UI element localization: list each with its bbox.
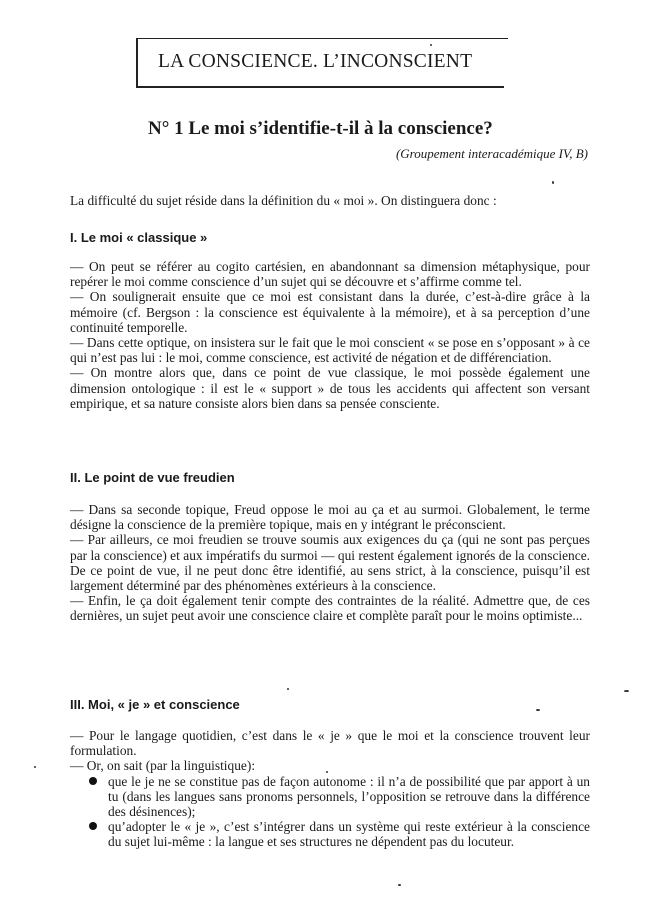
scan-speck: [287, 688, 289, 690]
chapter-title: LA CONSCIENCE. L’INCONSCIENT: [158, 51, 473, 72]
subject-title: N° 1 Le moi s’identifie-t-il à la conscience?: [148, 118, 493, 139]
section-2-paragraph: — Enfin, le ça doit également tenir compte des contraintes de la réalité. Admettre que, de ces dernières, un sujet peut avoir une conscience claire et complète paraît pour le moins optimiste...: [70, 593, 590, 624]
section-2-paragraph: — Par ailleurs, ce moi freudien se trouve soumis aux exigences du ça (qui ne sont pas perçues par la conscience) et aux impératifs du surmoi — qui restent également ignorés de la conscience. De ce point de vue, il ne peut donc être identifié, au sens strict, à la conscience, puisqu’il est largement déterminé par des phénomènes extérieurs à la conscience.: [70, 532, 590, 594]
scan-speck: [326, 771, 328, 773]
list-item: [70, 819, 590, 849]
section-2-paragraph: — Dans sa seconde topique, Freud oppose le moi au ça et au surmoi. Globalement, le terme désigne la conscience de la première topique, mais en y intégrant le préconscient.: [70, 502, 590, 533]
bullet-icon: [89, 822, 97, 830]
section-2-body: [70, 502, 590, 624]
section-3-bullet-list: [70, 774, 590, 850]
intro-paragraph: La difficulté du sujet réside dans la définition du « moi ». On distinguera donc :: [70, 193, 497, 208]
section-2-heading: II. Le point de vue freudien: [70, 470, 235, 485]
section-1-paragraph: — On peut se référer au cogito cartésien, en abandonnant sa dimension métaphysique, pour repérer le moi comme conscience d’un sujet qui se découvre et s’affirme comme tel.: [70, 259, 590, 290]
section-1-body: [70, 259, 590, 411]
section-1-paragraph: — Dans cette optique, on insistera sur le fait que le moi conscient « se pose en s’opposant » à ce qui n’est pas lui : le moi, comme conscience, est activité de négation et de différenciation.: [70, 335, 590, 366]
scan-speck: [430, 44, 432, 46]
scan-speck: [624, 690, 629, 692]
section-1-paragraph: — On soulignerait ensuite que ce moi est consistant dans la durée, c’est-à-dire grâce à la mémoire (cf. Bergson : la conscience est équivalente à la mémoire), et à sa perception d’une continuité temporelle.: [70, 289, 590, 335]
chapter-title-box: [136, 38, 504, 88]
section-1-heading: I. Le moi « classique »: [70, 230, 208, 245]
section-3-body: [70, 728, 590, 850]
title-box-rule: [498, 38, 508, 39]
list-item-text: qu’adopter le « je », c’est s’intégrer dans un système qui reste extérieur à la conscience du sujet lui-même : la langue et ses structures ne dépendent pas du locuteur.: [108, 819, 590, 850]
scan-speck: [34, 766, 36, 768]
section-3-paragraph: — Or, on sait (par la linguistique):: [70, 758, 256, 774]
scan-speck: [536, 709, 540, 711]
scan-speck: [398, 884, 401, 886]
section-1-paragraph: — On montre alors que, dans ce point de vue classique, le moi possède également une dimension ontologique : il est le « support » de tous les accidents qui affectent son versant empirique, et sa nature consiste alors bien dans sa pensée consciente.: [70, 365, 590, 411]
section-3-heading: III. Moi, « je » et conscience: [70, 697, 240, 712]
list-item-text: que le je ne se constitue pas de façon autonome : il n’a de possibilité que par apport à un tu (dans les langues sans pronoms personnels, l’opposition se retrouve dans la différence des désinences);: [108, 773, 590, 820]
bullet-icon: [89, 777, 97, 785]
list-item: [70, 774, 590, 820]
subject-source: (Groupement interacadémique IV, B): [395, 146, 588, 161]
scan-speck: [552, 181, 554, 184]
section-3-paragraph: — Pour le langage quotidien, c’est dans le « je » que le moi et la conscience trouvent leur formulation.: [70, 728, 590, 759]
